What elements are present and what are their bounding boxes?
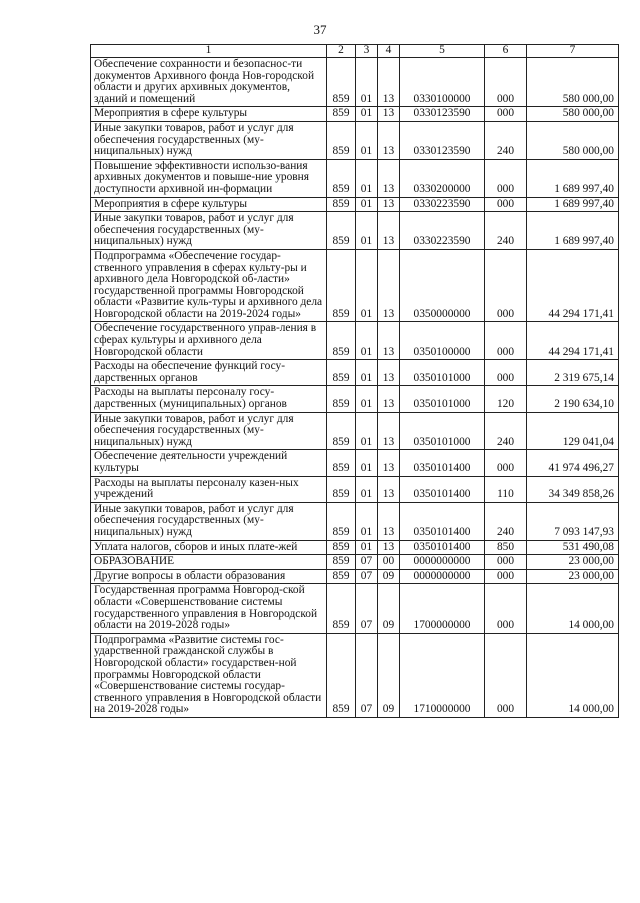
cell-vr: 000 (485, 197, 527, 212)
cell-pr: 09 (378, 584, 400, 633)
cell-sum: 129 041,04 (527, 412, 619, 450)
table-row (91, 121, 619, 159)
cell-sum: 1 689 997,40 (527, 212, 619, 250)
table-header-row (91, 45, 619, 58)
cell-pr: 13 (378, 360, 400, 386)
cell-rz: 01 (356, 450, 378, 476)
cell-csr: 0350101400 (400, 502, 485, 540)
header-col-5: 5 (400, 45, 485, 58)
cell-ved: 859 (327, 58, 356, 107)
cell-pr: 13 (378, 249, 400, 322)
header-col-7: 7 (527, 45, 619, 58)
cell-rz: 01 (356, 476, 378, 502)
cell-sum: 2 190 634,10 (527, 386, 619, 412)
cell-ved: 859 (327, 476, 356, 502)
cell-sum: 580 000,00 (527, 58, 619, 107)
cell-csr: 1700000000 (400, 584, 485, 633)
table-row (91, 633, 619, 717)
cell-vr: 000 (485, 584, 527, 633)
cell-name: Обеспечение сохранности и безопаснос-ти документов Архивного фонда Нов-городской области и других архивных документов, зданий и помещений (91, 58, 327, 107)
table-row (91, 107, 619, 122)
cell-ved: 859 (327, 249, 356, 322)
cell-name: Иные закупки товаров, работ и услуг для обеспечения государственных (му-ниципальных) нужд (91, 412, 327, 450)
cell-sum: 1 689 997,40 (527, 197, 619, 212)
cell-ved: 859 (327, 386, 356, 412)
cell-pr: 13 (378, 412, 400, 450)
cell-rz: 07 (356, 555, 378, 570)
cell-rz: 01 (356, 322, 378, 360)
cell-ved: 859 (327, 322, 356, 360)
cell-name: Расходы на выплаты персоналу госу-дарственных (муниципальных) органов (91, 386, 327, 412)
cell-csr: 0350101400 (400, 540, 485, 555)
cell-csr: 0000000000 (400, 555, 485, 570)
cell-csr: 0330100000 (400, 58, 485, 107)
table-body (91, 58, 619, 718)
cell-csr: 1710000000 (400, 633, 485, 717)
cell-ved: 859 (327, 121, 356, 159)
cell-rz: 01 (356, 502, 378, 540)
cell-vr: 000 (485, 360, 527, 386)
cell-sum: 7 093 147,93 (527, 502, 619, 540)
cell-name: Иные закупки товаров, работ и услуг для обеспечения государственных (му-ниципальных) нужд (91, 212, 327, 250)
cell-sum: 531 490,08 (527, 540, 619, 555)
cell-ved: 859 (327, 212, 356, 250)
cell-csr: 0350100000 (400, 322, 485, 360)
cell-rz: 01 (356, 121, 378, 159)
page-number: 37 (313, 22, 327, 37)
cell-vr: 000 (485, 569, 527, 584)
cell-csr: 0330223590 (400, 212, 485, 250)
cell-vr: 120 (485, 386, 527, 412)
cell-csr: 0000000000 (400, 569, 485, 584)
header-col-4: 4 (378, 45, 400, 58)
cell-vr: 000 (485, 450, 527, 476)
cell-pr: 13 (378, 386, 400, 412)
cell-vr: 240 (485, 212, 527, 250)
cell-csr: 0350101400 (400, 450, 485, 476)
cell-name: Другие вопросы в области образования (91, 569, 327, 584)
cell-name: Иные закупки товаров, работ и услуг для обеспечения государственных (му-ниципальных) нужд (91, 502, 327, 540)
table-row (91, 569, 619, 584)
cell-ved: 859 (327, 569, 356, 584)
cell-ved: 859 (327, 555, 356, 570)
cell-name: Подпрограмма «Развитие системы гос-ударственной гражданской службы в Новгородской области» государствен-ной программы Новгородской области «Совершенствование системы государ-ственного управления в Новгородской области на 2019-2028 годы» (91, 633, 327, 717)
cell-name: Обеспечение государственного управ-ления в сферах культуры и архивного дела Новгородской области (91, 322, 327, 360)
cell-vr: 110 (485, 476, 527, 502)
cell-csr: 0330200000 (400, 159, 485, 197)
cell-name: Мероприятия в сфере культуры (91, 197, 327, 212)
table-row (91, 584, 619, 633)
table-row (91, 249, 619, 322)
cell-vr: 000 (485, 249, 527, 322)
cell-sum: 2 319 675,14 (527, 360, 619, 386)
cell-csr: 0350101400 (400, 476, 485, 502)
header-col-2: 2 (327, 45, 356, 58)
cell-csr: 0330123590 (400, 107, 485, 122)
cell-sum: 580 000,00 (527, 121, 619, 159)
cell-ved: 859 (327, 107, 356, 122)
cell-name: Расходы на выплаты персоналу казен-ных учреждений (91, 476, 327, 502)
cell-vr: 000 (485, 58, 527, 107)
cell-rz: 07 (356, 584, 378, 633)
cell-sum: 41 974 496,27 (527, 450, 619, 476)
cell-ved: 859 (327, 540, 356, 555)
cell-csr: 0350101000 (400, 412, 485, 450)
cell-ved: 859 (327, 412, 356, 450)
cell-name: Мероприятия в сфере культуры (91, 107, 327, 122)
table-row (91, 58, 619, 107)
table-row (91, 212, 619, 250)
cell-sum: 23 000,00 (527, 555, 619, 570)
cell-pr: 13 (378, 58, 400, 107)
cell-vr: 240 (485, 121, 527, 159)
table-row (91, 476, 619, 502)
table-row (91, 502, 619, 540)
cell-pr: 13 (378, 502, 400, 540)
cell-ved: 859 (327, 197, 356, 212)
cell-pr: 13 (378, 322, 400, 360)
cell-sum: 14 000,00 (527, 633, 619, 717)
header-col-6: 6 (485, 45, 527, 58)
cell-rz: 01 (356, 249, 378, 322)
cell-pr: 09 (378, 569, 400, 584)
cell-name: Подпрограмма «Обеспечение государ-ственного управления в сферах культу-ры и архивного дела Новгородской об-ласти» государственной программы Новгородской области «Развитие куль-туры и архивного дела Новгородской области на 2019-2024 годы» (91, 249, 327, 322)
cell-rz: 01 (356, 107, 378, 122)
cell-pr: 13 (378, 159, 400, 197)
cell-name: Повышение эффективности использо-вания архивных документов и повыше-ние уровня доступности архивной ин-формации (91, 159, 327, 197)
cell-sum: 14 000,00 (527, 584, 619, 633)
cell-vr: 240 (485, 502, 527, 540)
cell-name: Государственная программа Новгород-ской области «Совершенствование системы государственного управления в Новгородской области на 2019-2028 годы» (91, 584, 327, 633)
table-row (91, 322, 619, 360)
table-row (91, 555, 619, 570)
budget-table (90, 44, 619, 718)
cell-pr: 09 (378, 633, 400, 717)
cell-csr: 0330223590 (400, 197, 485, 212)
cell-vr: 000 (485, 555, 527, 570)
cell-name: ОБРАЗОВАНИЕ (91, 555, 327, 570)
cell-rz: 01 (356, 159, 378, 197)
cell-vr: 000 (485, 322, 527, 360)
cell-sum: 23 000,00 (527, 569, 619, 584)
header-col-3: 3 (356, 45, 378, 58)
cell-rz: 01 (356, 386, 378, 412)
table-row (91, 159, 619, 197)
cell-csr: 0350000000 (400, 249, 485, 322)
cell-rz: 01 (356, 540, 378, 555)
table-row (91, 197, 619, 212)
cell-rz: 01 (356, 197, 378, 212)
table-row (91, 386, 619, 412)
cell-name: Обеспечение деятельности учреждений культуры (91, 450, 327, 476)
cell-pr: 00 (378, 555, 400, 570)
cell-name: Уплата налогов, сборов и иных плате-жей (91, 540, 327, 555)
cell-csr: 0350101000 (400, 386, 485, 412)
table-row (91, 360, 619, 386)
table-row (91, 450, 619, 476)
cell-pr: 13 (378, 540, 400, 555)
cell-pr: 13 (378, 450, 400, 476)
cell-rz: 07 (356, 633, 378, 717)
cell-sum: 1 689 997,40 (527, 159, 619, 197)
cell-name: Иные закупки товаров, работ и услуг для обеспечения государственных (му-ниципальных) нужд (91, 121, 327, 159)
table-row (91, 540, 619, 555)
cell-csr: 0330123590 (400, 121, 485, 159)
cell-vr: 000 (485, 633, 527, 717)
cell-pr: 13 (378, 121, 400, 159)
cell-ved: 859 (327, 450, 356, 476)
cell-rz: 01 (356, 212, 378, 250)
cell-sum: 44 294 171,41 (527, 322, 619, 360)
cell-sum: 44 294 171,41 (527, 249, 619, 322)
table-row (91, 412, 619, 450)
cell-vr: 000 (485, 107, 527, 122)
cell-vr: 240 (485, 412, 527, 450)
cell-ved: 859 (327, 502, 356, 540)
cell-vr: 000 (485, 159, 527, 197)
cell-rz: 07 (356, 569, 378, 584)
cell-name: Расходы на обеспечение функций госу-дарственных органов (91, 360, 327, 386)
cell-ved: 859 (327, 633, 356, 717)
cell-pr: 13 (378, 212, 400, 250)
cell-sum: 580 000,00 (527, 107, 619, 122)
cell-pr: 13 (378, 197, 400, 212)
cell-ved: 859 (327, 360, 356, 386)
cell-pr: 13 (378, 107, 400, 122)
cell-rz: 01 (356, 360, 378, 386)
cell-pr: 13 (378, 476, 400, 502)
cell-ved: 859 (327, 584, 356, 633)
cell-vr: 850 (485, 540, 527, 555)
cell-rz: 01 (356, 412, 378, 450)
cell-ved: 859 (327, 159, 356, 197)
header-col-1: 1 (91, 45, 327, 58)
cell-sum: 34 349 858,26 (527, 476, 619, 502)
cell-rz: 01 (356, 58, 378, 107)
cell-csr: 0350101000 (400, 360, 485, 386)
